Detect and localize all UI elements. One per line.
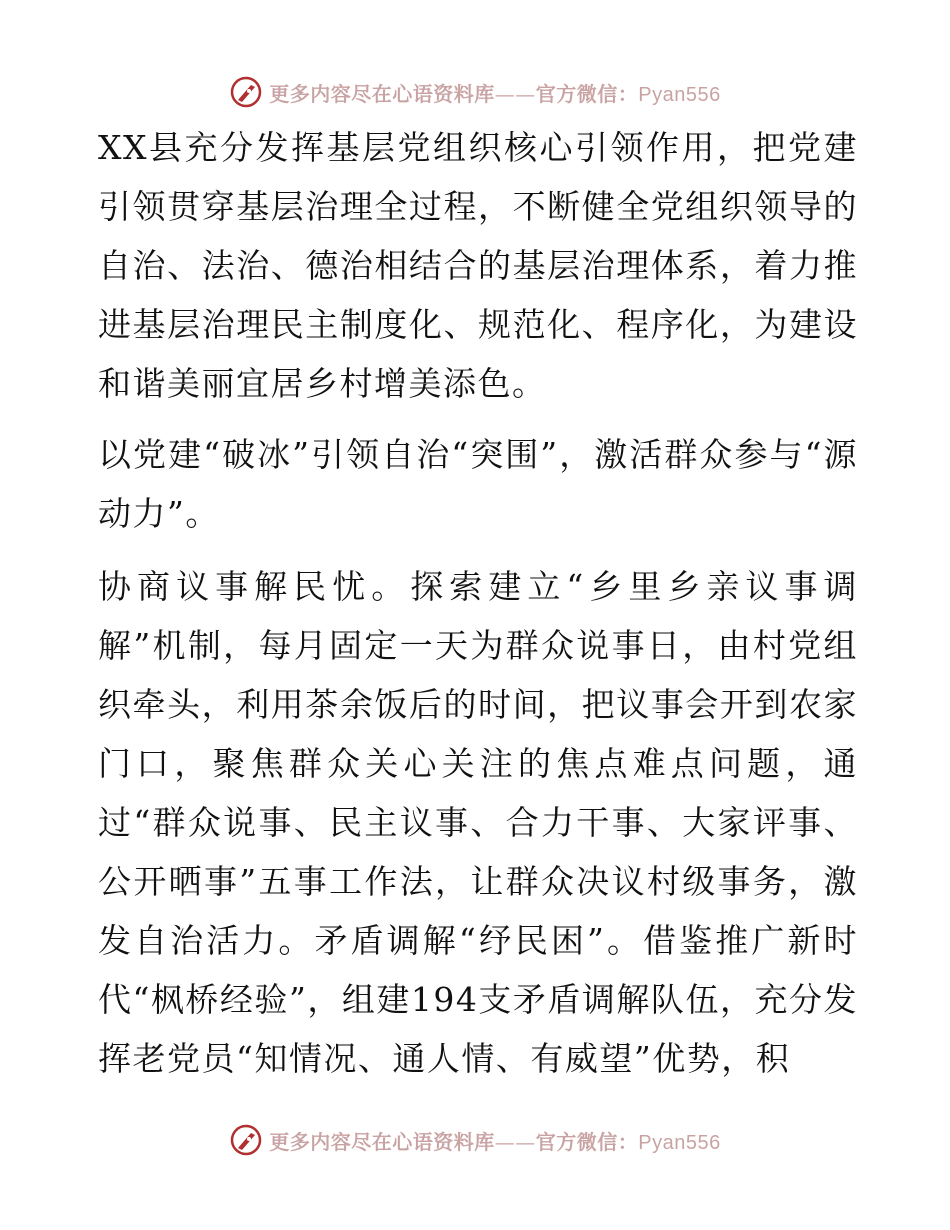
- paragraph: 协商议事解民忧。探索建立“乡里乡亲议事调解”机制，每月固定一天为群众说事日，由村党组织牵头，利用茶余饭后的时间，把议事会开到农家门口，聚焦群众关心关注的焦点难点问题，通过“群众说事、民主议事、合力干事、大家评事、公开晒事”五事工作法，让群众决议村级事务，激发自治活力。矛盾调解“纾民困”。借鉴推广新时代“枫桥经验”，组建194支矛盾调解队伍，充分发挥老党员“知情况、通人情、有威望”优势，积: [98, 567, 858, 1078]
- watermark-text: 更多内容尽在心语资料库——官方微信：Pyan556: [269, 1129, 721, 1154]
- header-watermark: [0, 72, 950, 112]
- paragraph: XX县充分发挥基层党组织核心引领作用，把党建引领贯穿基层治理全过程，不断健全党组织领导的自治、法治、德治相结合的基层治理体系，着力推进基层治理民主制度化、规范化、程序化，为建设和谐美丽宜居乡村增美添色。: [98, 128, 858, 403]
- pen-nib-logo-icon: [229, 75, 263, 109]
- document-body: [98, 118, 858, 1100]
- watermark-text: 更多内容尽在心语资料库——官方微信：Pyan556: [269, 81, 721, 106]
- paragraph: 以党建“破冰”引领自治“突围”，激活群众参与“源动力”。: [98, 435, 858, 533]
- pen-nib-logo-icon: [229, 1123, 263, 1157]
- footer-watermark: [0, 1120, 950, 1160]
